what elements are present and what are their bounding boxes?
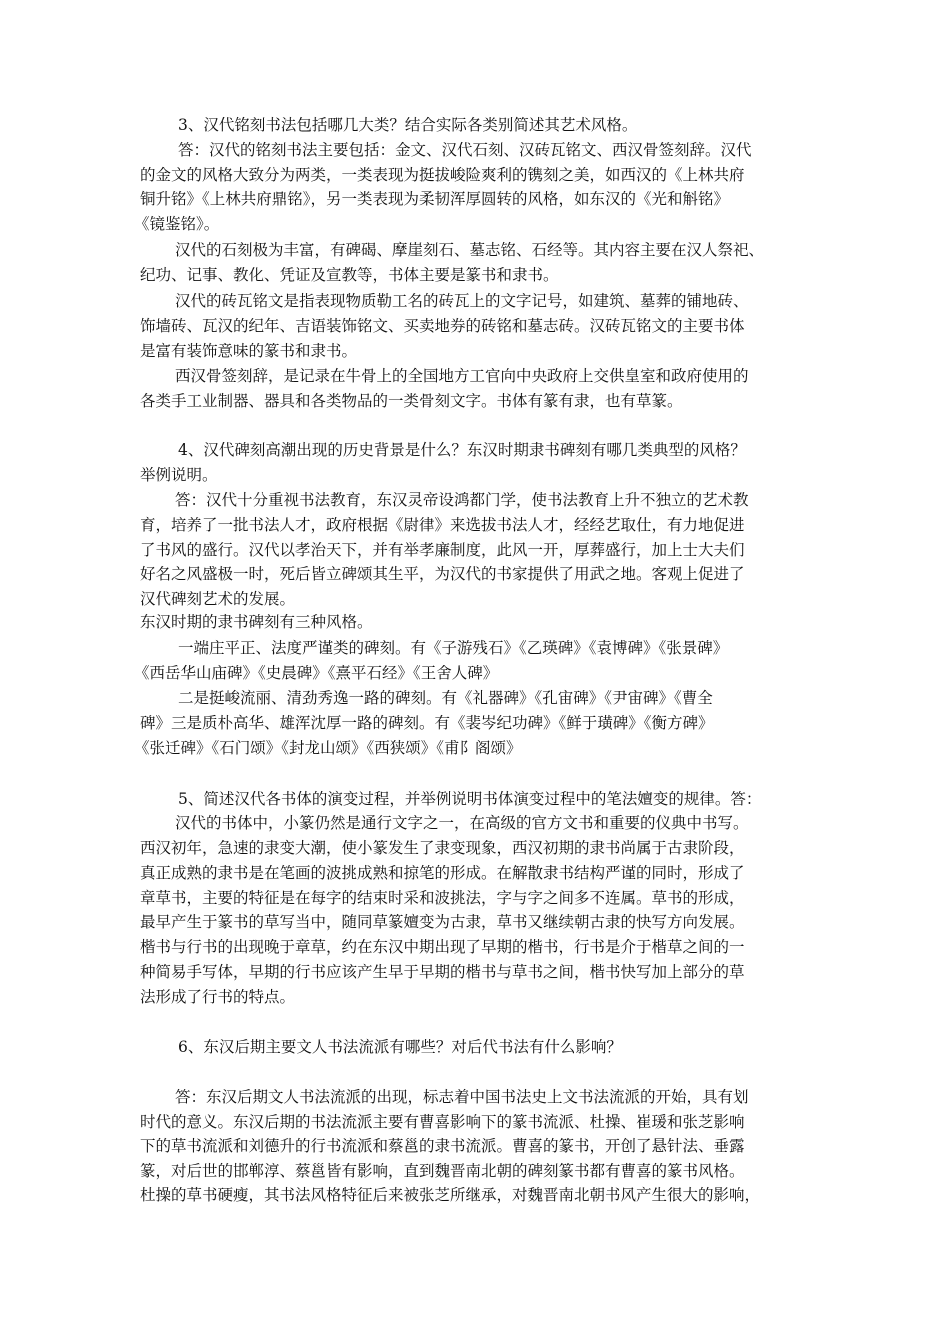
question-3-heading: 3、汉代铭刻书法包括哪几大类？结合实际各类别简述其艺术风格。 xyxy=(178,116,638,134)
paragraph-line: 篆，对后世的邯郸淳、蔡邕皆有影响，直到魏晋南北朝的碑刻篆书都有曹喜的篆书风格。 xyxy=(140,1162,745,1180)
paragraph-line: 种简易手写体，早期的行书应该产生早于早期的楷书与草书之间，楷书快写加上部分的草 xyxy=(140,963,745,981)
paragraph-line: 时代的意义。东汉后期的书法流派主要有曹喜影响下的篆书流派、杜操、崔瑗和张芝影响 xyxy=(140,1113,745,1131)
paragraph-line: 碑》三是质朴高华、雄浑沈厚一路的碑刻。有《裴岑纪功碑》《鲜于璜碑》《衡方碑》 xyxy=(140,714,714,732)
question-5-heading: 5、简述汉代各书体的演变过程，并举例说明书体演变过程中的笔法嬗变的规律。答： xyxy=(178,790,762,808)
paragraph-line: 真正成熟的隶书是在笔画的波挑成熟和掠笔的形成。在解散隶书结构严谨的同时，形成了 xyxy=(140,864,745,882)
paragraph-line: 汉代的石刻极为丰富，有碑碣、摩崖刻石、墓志铭、石经等。其内容主要在汉人祭祀、 xyxy=(175,241,765,259)
paragraph-line: 楷书与行书的出现晚于章草，约在东汉中期出现了早期的楷书，行书是介于楷草之间的一 xyxy=(140,938,745,956)
paragraph-line: 好名之风盛极一时，死后皆立碑颂其生平，为汉代的书家提供了用武之地。客观上促进了 xyxy=(140,565,745,583)
paragraph-line: 铜升铭》《上林共府鼎铭》，另一类表现为柔韧浑厚圆转的风格，如东汉的《光和斛铭》 xyxy=(140,190,730,208)
paragraph-line: 西汉初年，急速的隶变大潮，使小篆发生了隶变现象，西汉初期的隶书尚属于古隶阶段， xyxy=(140,839,745,857)
paragraph-line: 章草书，主要的特征是在每字的结束时采和波挑法，字与字之间多不连属。草书的形成， xyxy=(140,889,745,907)
paragraph-line: 了书风的盛行。汉代以孝治天下，并有举孝廉制度，此风一开，厚葬盛行，加上士大夫们 xyxy=(140,541,745,559)
paragraph-line: 是富有装饰意味的篆书和隶书。 xyxy=(140,342,358,360)
paragraph-line: 《张迁碑》《石门颂》《封龙山颂》《西狭颂》《甫阝阁颂》 xyxy=(134,739,522,757)
paragraph-line: 饰墙砖、瓦汉的纪年、吉语装饰铭文、买卖地券的砖铭和墓志砖。汉砖瓦铭文的主要书体 xyxy=(140,317,745,335)
paragraph-line: 二是挺峻流丽、清劲秀逸一路的碑刻。有《礼器碑》《孔宙碑》《尹宙碑》《曹全 xyxy=(178,689,713,707)
paragraph-line: 答：汉代十分重视书法教育，东汉灵帝设鸿都门学，使书法教育上升不独立的艺术教 xyxy=(175,491,749,509)
paragraph-line: 《西岳华山庙碑》《史晨碑》《熹平石经》《王舍人碑》 xyxy=(134,664,499,682)
paragraph-line: 《镜鉴铭》。 xyxy=(134,215,220,233)
paragraph-line: 一端庄平正、法度严谨类的碑刻。有《子游残石》《乙瑛碑》《袁博碑》《张景碑》 xyxy=(178,639,729,657)
question-6-heading: 6、东汉后期主要文人书法流派有哪些？对后代书法有什么影响？ xyxy=(178,1038,622,1056)
paragraph-line: 法形成了行书的特点。 xyxy=(140,988,296,1006)
paragraph-line: 举例说明。 xyxy=(140,466,218,484)
paragraph-line: 答：汉代的铭刻书法主要包括：金文、汉代石刻、汉砖瓦铭文、西汉骨签刻辞。汉代 xyxy=(178,141,752,159)
paragraph-line: 汉代的砖瓦铭文是指表现物质勒工名的砖瓦上的文字记号，如建筑、墓葬的铺地砖、 xyxy=(175,292,749,310)
paragraph-line: 汉代碑刻艺术的发展。 xyxy=(140,590,296,608)
paragraph-line: 的金文的风格大致分为两类，一类表现为挺拔峻险爽利的镌刻之美，如西汉的《上林共府 xyxy=(140,166,745,184)
paragraph-line: 西汉骨签刻辞，是记录在牛骨上的全国地方工官向中央政府上交供皇室和政府使用的 xyxy=(175,367,749,385)
paragraph-line: 育，培养了一批书法人才，政府根据《尉律》来选拔书法人才，经经艺取仕，有力地促进 xyxy=(140,516,745,534)
paragraph-line: 下的草书流派和刘德升的行书流派和蔡邕的隶书流派。曹喜的篆书，开创了悬针法、垂露 xyxy=(140,1137,745,1155)
paragraph-line: 汉代的书体中，小篆仍然是通行文字之一，在高级的官方文书和重要的仪典中书写。 xyxy=(175,814,749,832)
paragraph-line: 最早产生于篆书的草写当中，随同草篆嬗变为古隶，草书又继续朝古隶的快写方向发展。 xyxy=(140,913,745,931)
paragraph-line: 答：东汉后期文人书法流派的出现，标志着中国书法史上文书法流派的开始，具有划 xyxy=(175,1088,749,1106)
paragraph-line: 纪功、记事、教化、凭证及宣教等，书体主要是篆书和隶书。 xyxy=(140,266,559,284)
question-4-heading: 4、汉代碑刻高潮出现的历史背景是什么？东汉时期隶书碑刻有哪几类典型的风格？ xyxy=(178,441,746,459)
paragraph-line: 各类手工业制器、器具和各类物品的一类骨刻文字。书体有篆有隶，也有草篆。 xyxy=(140,392,683,410)
paragraph-line: 东汉时期的隶书碑刻有三种风格。 xyxy=(140,613,373,631)
paragraph-line: 杜操的草书硬瘦，其书法风格特征后来被张芝所继承，对魏晋南北朝书风产生很大的影响， xyxy=(140,1186,761,1204)
